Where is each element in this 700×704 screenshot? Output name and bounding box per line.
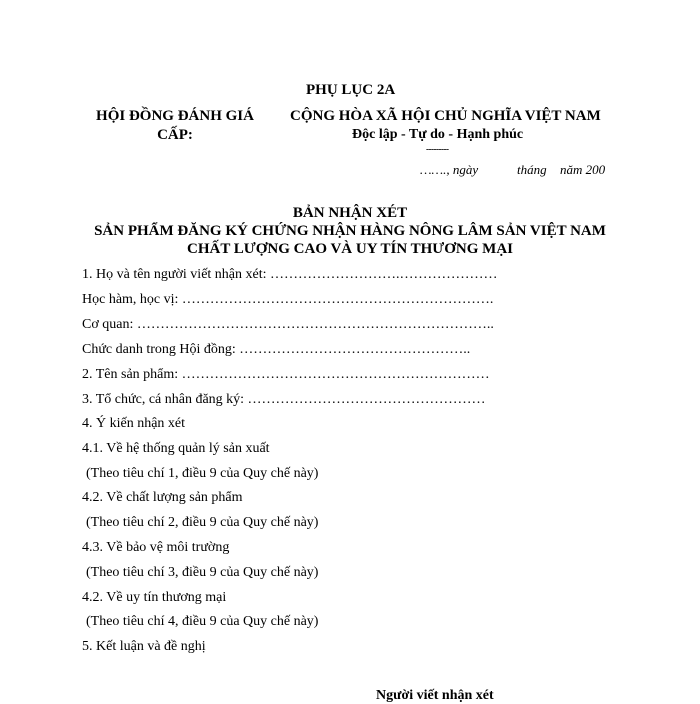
- motto-rule: ---------: [426, 144, 449, 154]
- appendix-label: PHỤ LỤC 2A: [306, 82, 396, 98]
- item-4-3-note: (Theo tiêu chí 3, điều 9 của Quy chế này): [86, 565, 319, 580]
- signature-label: Người viết nhận xét: [376, 688, 494, 703]
- document-subtitle-2: CHẤT LƯỢNG CAO VÀ UY TÍN THƯƠNG MẠI: [186, 241, 513, 257]
- date-day: ……., ngày: [420, 162, 479, 177]
- opinion-heading: 4. Ý kiến nhận xét: [82, 416, 186, 431]
- date-month: tháng: [517, 162, 547, 177]
- republic-name: CỘNG HÒA XÃ HỘI CHỦ NGHĨA VIỆT NAM: [290, 108, 601, 124]
- academic-title-field: Học hàm, học vị: ………………………………………………………….: [82, 292, 494, 307]
- date-year: năm 200: [560, 162, 606, 177]
- document-subtitle-1: SẢN PHẨM ĐĂNG KÝ CHỨNG NHẬN HÀNG NÔNG LÂM SẢN VIỆT NAM: [94, 223, 606, 239]
- council-position-field: Chức danh trong Hội đồng: …………………………………………..: [82, 342, 471, 357]
- item-4-2-note: (Theo tiêu chí 2, điều 9 của Quy chế này): [86, 515, 319, 530]
- applicant-field: 3. Tổ chức, cá nhân đăng ký: ……………………………………………: [82, 392, 486, 407]
- document-title: BẢN NHẬN XÉT: [292, 205, 408, 221]
- national-motto: Độc lập - Tự do - Hạnh phúc: [352, 127, 524, 142]
- council-line-1: HỘI ĐỒNG ĐÁNH GIÁ: [96, 108, 254, 124]
- item-4-4-note: (Theo tiêu chí 4, điều 9 của Quy chế này): [86, 614, 319, 629]
- item-4-1: 4.1. Về hệ thống quản lý sản xuất: [82, 441, 270, 456]
- item-4-2: 4.2. Về chất lượng sản phẩm: [82, 490, 243, 505]
- product-name-field: 2. Tên sản phẩm: …………………………………………………………: [82, 367, 490, 382]
- reviewer-name-field: 1. Họ và tên người viết nhận xét: ……………………….…………………: [82, 267, 498, 282]
- item-4-4: 4.2. Về uy tín thương mại: [82, 590, 227, 605]
- conclusion-heading: 5. Kết luận và đề nghị: [82, 639, 206, 654]
- item-4-3: 4.3. Về bảo vệ môi trường: [82, 540, 230, 555]
- council-line-2: CẤP:: [157, 127, 193, 143]
- item-4-1-note: (Theo tiêu chí 1, điều 9 của Quy chế này): [86, 466, 319, 481]
- agency-field: Cơ quan: …………………………………………………………………..: [82, 317, 494, 332]
